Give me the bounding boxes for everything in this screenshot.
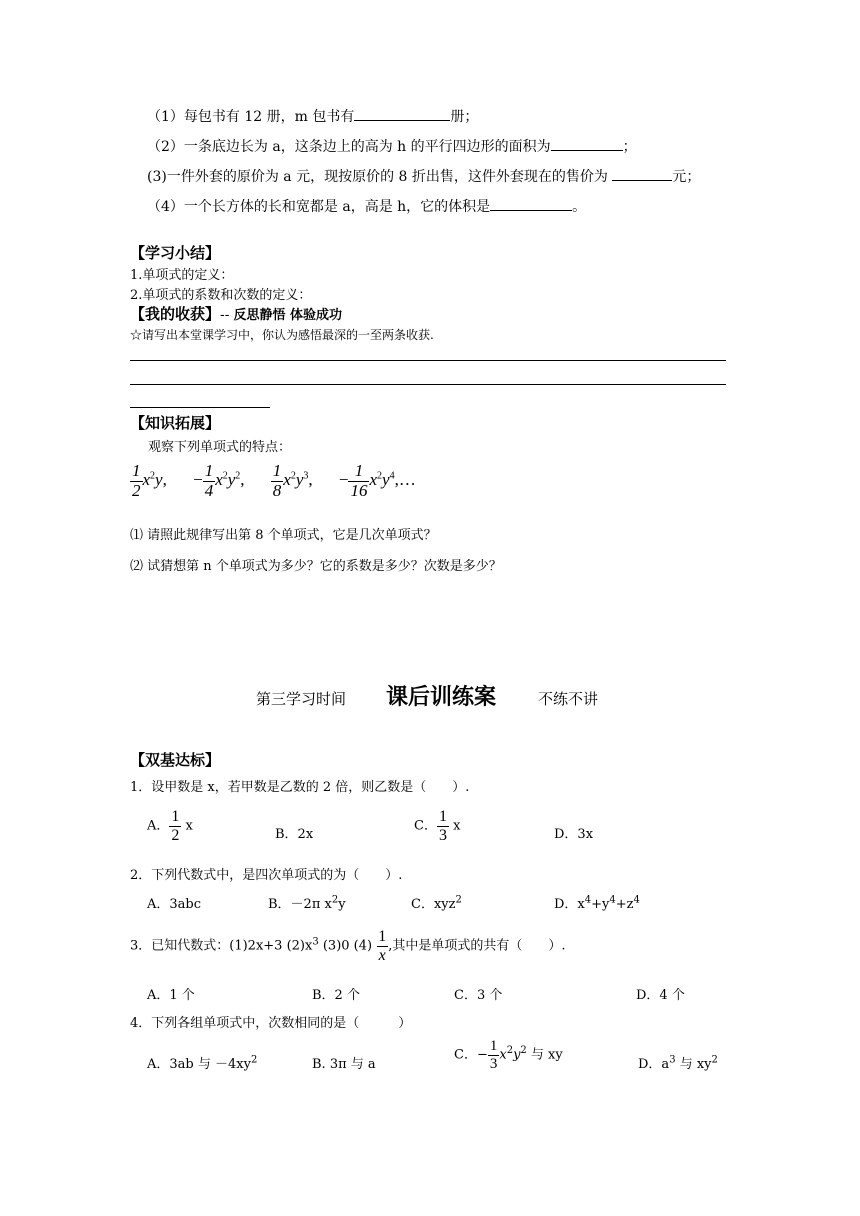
variable: y: [295, 470, 304, 490]
q2-choice-d[interactable]: [554, 893, 640, 912]
fraction: [348, 462, 369, 500]
choice-text: D．a: [638, 1057, 670, 1072]
term-1: [130, 461, 171, 500]
numerator: 1: [438, 808, 447, 825]
choice-text: D．x: [554, 897, 585, 912]
exponent: 2: [455, 894, 462, 906]
variable: x: [185, 818, 193, 834]
exponent: 2: [150, 470, 156, 482]
exponent: 2: [711, 1054, 718, 1066]
answer-blank[interactable]: [354, 106, 450, 121]
variable: x: [499, 1047, 507, 1063]
term-4: [338, 461, 416, 500]
question-text: （4）一个长方体的长和宽都是 a，高是 h，它的体积是: [147, 199, 491, 215]
basics-question-4: 4．下列各组单项式中，次数相同的是（ ）: [130, 1016, 412, 1031]
exponent: 2: [377, 470, 383, 482]
exponent: 3: [669, 1054, 676, 1066]
q3-choice-d[interactable]: D．4 个: [636, 988, 685, 1003]
choice-label: C．: [414, 818, 437, 834]
denominator: 8: [272, 480, 282, 500]
q4-choice-a[interactable]: [147, 1053, 257, 1072]
numerator: 1: [272, 461, 282, 480]
choice-text: +z: [615, 897, 634, 912]
basics-question-1: 1．设甲数是 x，若甲数是乙数的 2 倍，则乙数是（ ）.: [130, 780, 470, 795]
variable: x: [369, 470, 378, 490]
exponent: 3: [303, 470, 309, 482]
gain-separator: --: [220, 308, 234, 323]
variable: y: [382, 470, 390, 490]
fill-question-2: [147, 136, 637, 156]
fraction: [169, 808, 181, 844]
variable: x: [453, 818, 461, 834]
fraction: [488, 1038, 500, 1072]
extension-question-1: ⑴ 请照此规律写出第 8 个单项式，它是几次单项式？: [130, 528, 437, 543]
question-text: （2）一条底边长为 a，这条边上的高为 h 的平行四边形的面积为: [147, 139, 551, 155]
gain-heading: [130, 303, 342, 324]
answer-line-3[interactable]: [130, 407, 270, 408]
question-suffix: 元；: [672, 169, 701, 185]
variable: x: [283, 470, 291, 490]
denominator: 4: [204, 480, 214, 500]
separator: ,: [308, 470, 313, 490]
answer-blank[interactable]: [490, 196, 572, 211]
q2-choice-a[interactable]: A．3abc: [147, 897, 202, 912]
denominator: 16: [350, 480, 368, 500]
monomial-sequence: [130, 462, 416, 500]
numerator: 1: [132, 461, 141, 480]
sign: −: [338, 470, 349, 490]
exponent: 4: [389, 470, 395, 482]
summary-item-2: 2.单项式的系数和次数的定义：: [130, 288, 312, 303]
answer-line-2[interactable]: [130, 384, 726, 385]
variable: y: [227, 470, 236, 490]
section-title: 课后训练案: [386, 685, 497, 710]
denominator: 3: [438, 826, 447, 844]
gain-prompt: ☆请写出本堂课学习中，你认为感悟最深的一至两条收获.: [130, 328, 434, 342]
choice-text: C．xyz: [411, 897, 456, 912]
extension-question-2: ⑵ 试猜想第 n 个单项式为多少？它的系数是多少？次数是多少？: [130, 559, 502, 574]
question-text: 3．已知代数式：(1)2x+3 (2)x: [130, 938, 313, 954]
q2-choice-b[interactable]: [268, 893, 346, 912]
ellipsis: ,…: [394, 470, 416, 490]
fill-question-1: [147, 106, 478, 126]
exponent: 2: [520, 1045, 527, 1057]
sign: −: [193, 470, 203, 490]
question-text: (3)0 (4): [318, 938, 377, 954]
choice-text: 与 xy: [526, 1047, 563, 1063]
q4-choice-d[interactable]: [638, 1053, 718, 1072]
choice-label: C．−: [454, 1047, 488, 1063]
numerator: 1: [378, 928, 387, 945]
gain-title: 【我的收获】: [130, 305, 221, 323]
q3-choice-b[interactable]: B．2 个: [312, 988, 360, 1003]
exponent: 2: [235, 470, 241, 482]
choice-text: B．－2π x: [268, 897, 332, 912]
answer-blank[interactable]: [551, 136, 623, 151]
exponent: 2: [506, 1045, 514, 1057]
exponent: 2: [331, 894, 339, 906]
section-part: 第三学习时间: [256, 690, 347, 708]
question-text: (3)一件外套的原价为 a 元，现按原价的 8 折出售，这件外套现在的售价为: [147, 169, 613, 185]
fraction: [376, 928, 388, 964]
q1-choice-c[interactable]: [414, 808, 460, 844]
exponent: 2: [222, 470, 228, 482]
denominator: 2: [132, 480, 141, 500]
variable: y: [513, 1047, 521, 1063]
fraction: [271, 462, 284, 500]
denominator: 3: [489, 1055, 498, 1072]
gain-motto: 反思静悟 体验成功: [233, 308, 343, 323]
separator: ,: [162, 470, 167, 490]
variable: y: [155, 470, 163, 490]
q1-choice-d[interactable]: D．3x: [554, 827, 594, 842]
exponent: 4: [609, 894, 616, 906]
question-text: （1）每包书有 12 册，m 包书有: [147, 109, 355, 125]
q3-choice-c[interactable]: C．3 个: [454, 988, 503, 1003]
answer-line-1[interactable]: [130, 360, 726, 361]
fill-question-3: [147, 166, 700, 186]
choice-text: 与 xy: [675, 1057, 712, 1072]
summary-title: 【学习小结】: [130, 244, 221, 262]
exponent: 2: [250, 1054, 258, 1066]
fraction: [130, 462, 143, 500]
term-3: [271, 461, 317, 500]
denominator: 2: [171, 826, 180, 844]
exponent: 4: [584, 894, 592, 906]
basics-question-2: 2．下列代数式中，是四次单项式的为（ ）.: [130, 868, 403, 883]
q4-choice-b[interactable]: B. 3π 与 a: [312, 1057, 376, 1072]
variable: x: [142, 470, 151, 490]
separator: ,: [240, 470, 245, 490]
choice-label: A．: [147, 818, 170, 834]
q1-choice-a[interactable]: [147, 808, 193, 844]
fraction: [437, 808, 449, 844]
numerator: 1: [204, 461, 214, 480]
variable: x: [215, 470, 223, 490]
fill-question-4: [147, 196, 586, 216]
exponent: 2: [290, 470, 296, 482]
choice-text: A．3ab 与 －4xy: [147, 1057, 251, 1072]
question-suffix: 。: [572, 199, 587, 215]
numerator: 1: [354, 461, 364, 480]
q1-choice-b[interactable]: B．2x: [275, 827, 314, 842]
answer-blank[interactable]: [612, 166, 672, 181]
extension-title: 【知识拓展】: [130, 414, 221, 432]
numerator: 1: [489, 1038, 498, 1054]
q4-choice-c[interactable]: [454, 1038, 563, 1072]
numerator: 1: [171, 808, 180, 825]
exponent: 4: [633, 894, 640, 906]
extension-intro: 观察下列单项式的特点：: [148, 440, 292, 455]
denominator: x: [378, 946, 386, 964]
fraction: [203, 462, 216, 500]
choice-text: +y: [591, 897, 610, 912]
summary-item-1: 1.单项式的定义：: [130, 268, 234, 283]
section-motto: 不练不讲: [538, 690, 599, 708]
q3-choice-a[interactable]: A．1 个: [147, 988, 195, 1003]
choice-text: y: [338, 897, 346, 912]
q2-choice-c[interactable]: [411, 893, 462, 912]
term-2: [193, 461, 249, 500]
question-suffix: 册；: [450, 109, 479, 125]
question-text: ,其中是单项式的共有（ ）.: [388, 938, 566, 954]
question-suffix: ；: [622, 139, 637, 155]
exponent: 3: [312, 936, 319, 948]
basics-question-3: [130, 928, 565, 964]
basics-title: 【双基达标】: [130, 751, 221, 769]
